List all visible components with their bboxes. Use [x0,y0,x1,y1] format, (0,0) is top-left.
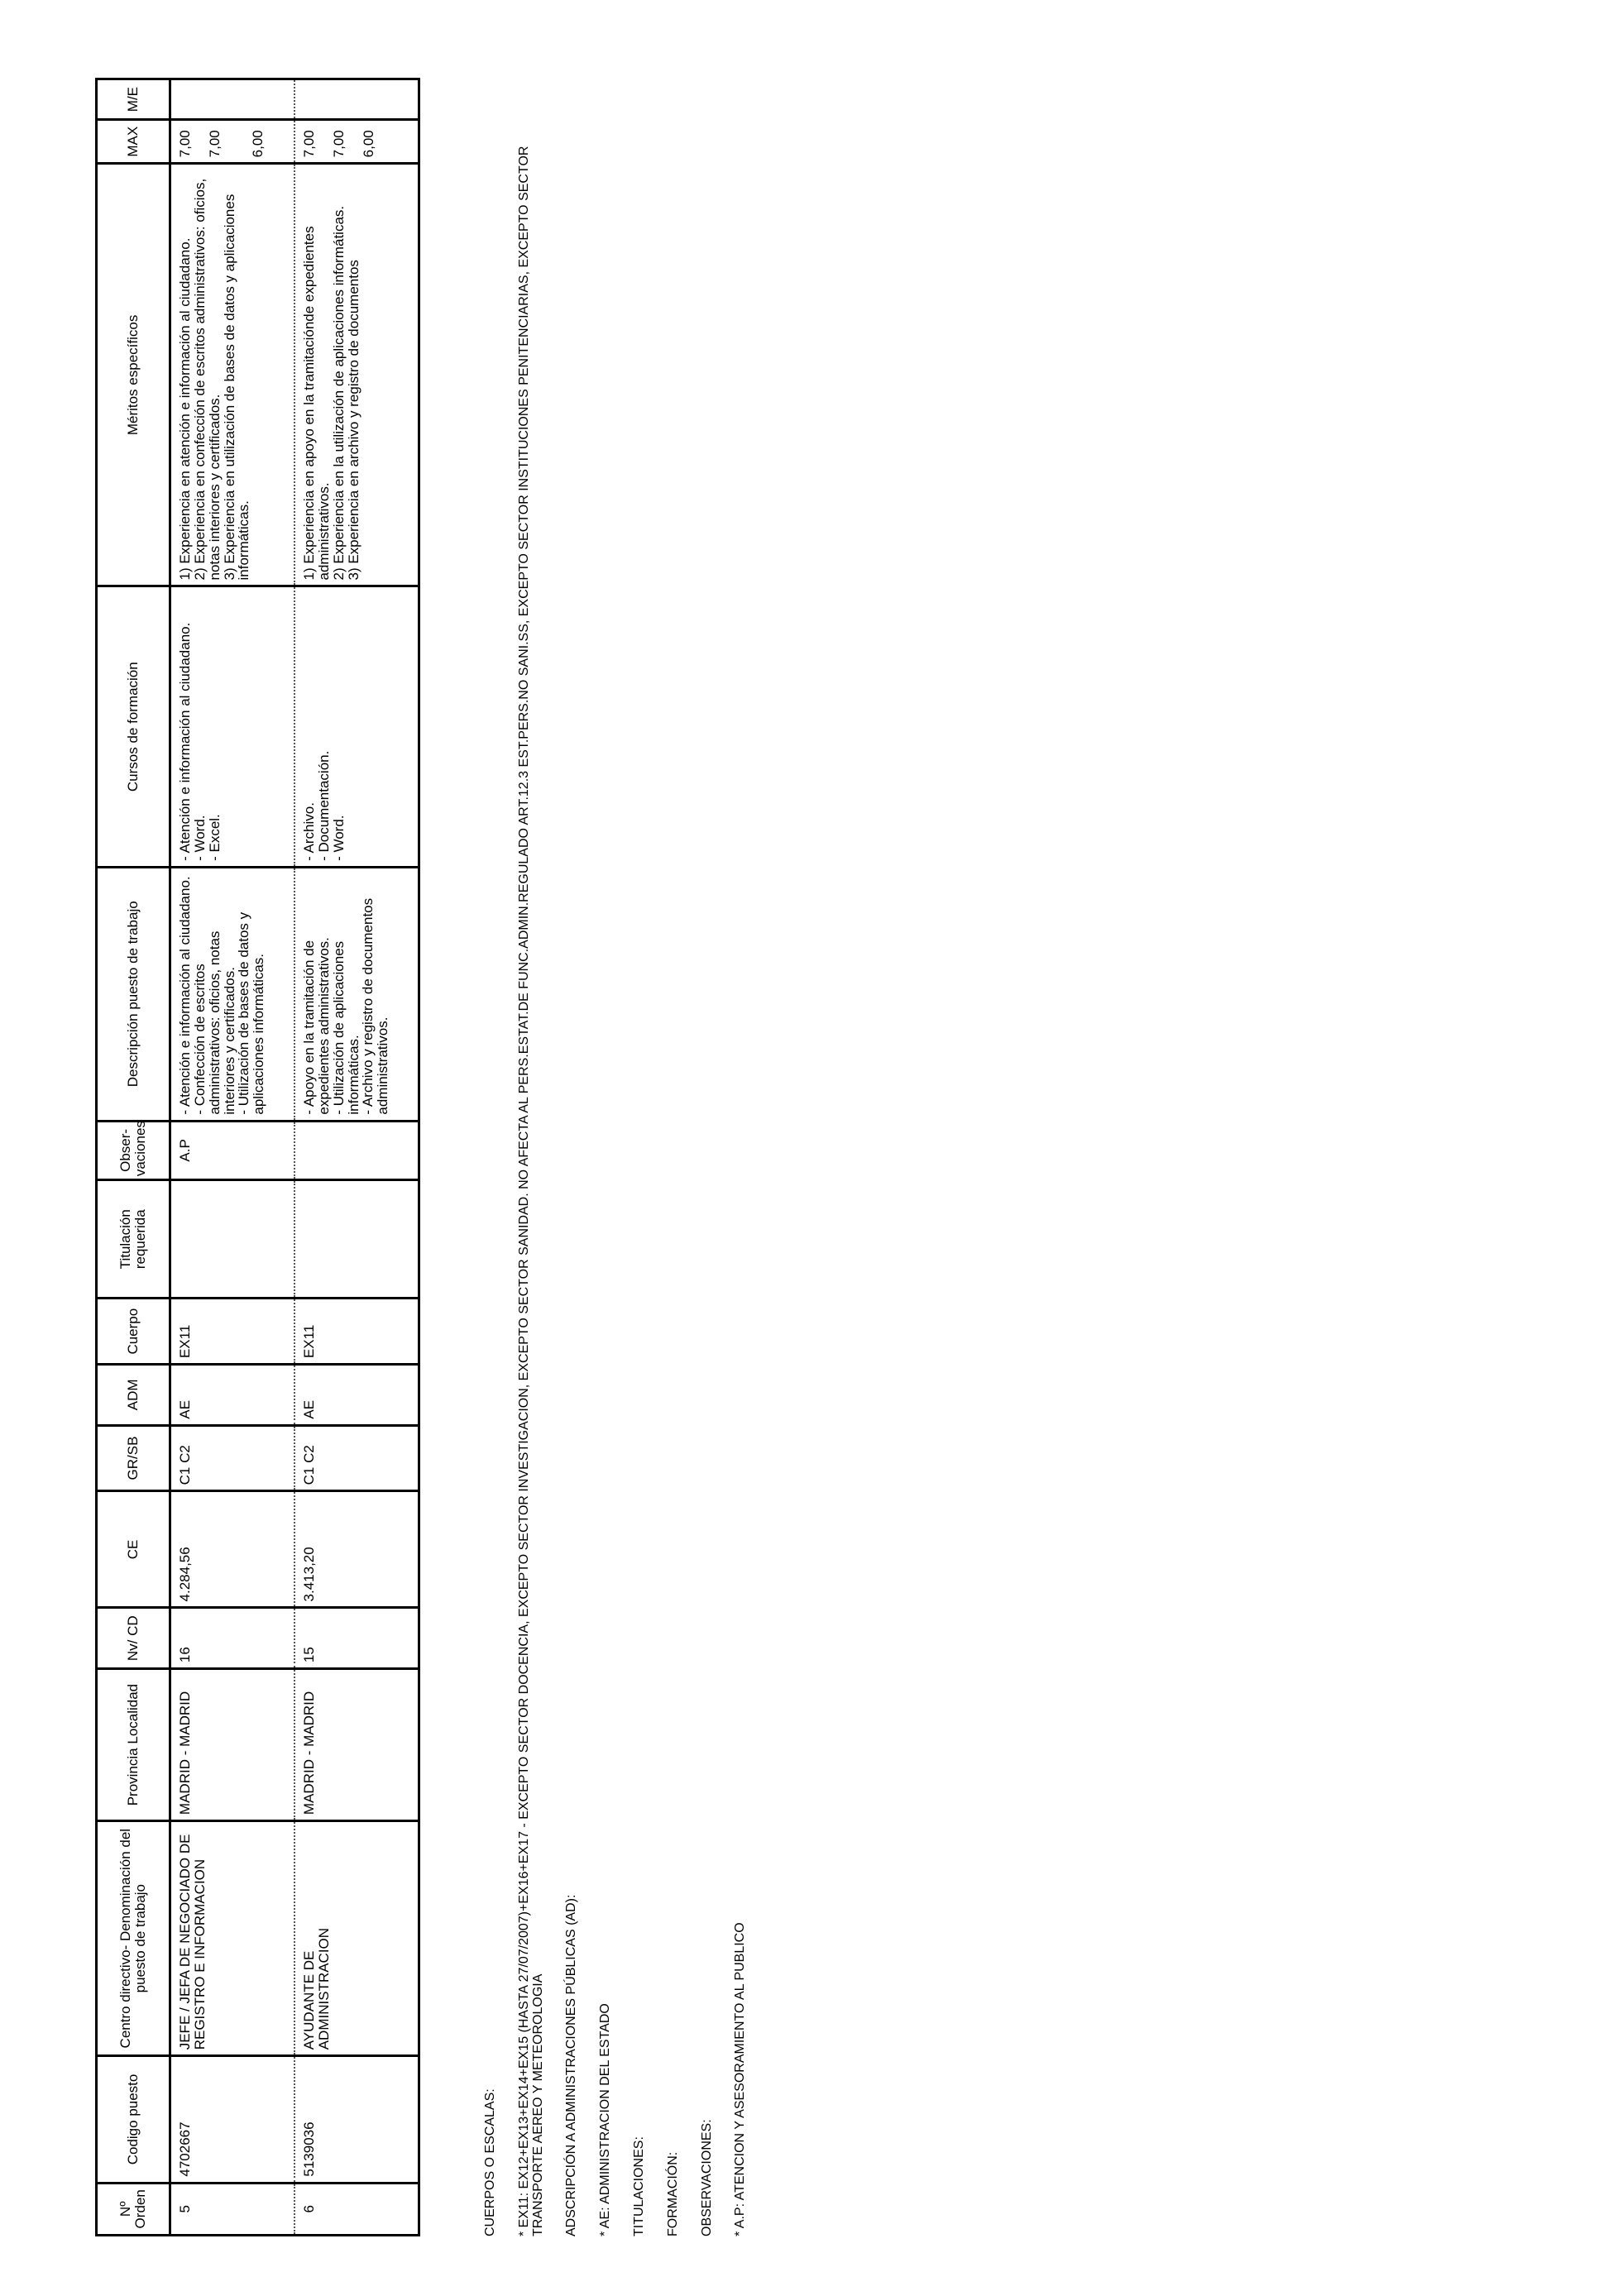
merito-line: 3) Experiencia en utilización de bases de datos y aplicaciones informáticas. [221,189,252,581]
cell-codigo: 4702667 [170,2056,295,2183]
header-meritos: Méritos específicos [97,164,170,586]
max-value: 7,00 [331,130,347,158]
cell-ce: 3.413,20 [294,1491,419,1608]
curso-line: - Atención e información al ciudadano. [177,622,193,861]
descripcion-line: - Utilización de aplicaciones informáticas. [330,937,361,1115]
curso-line: - Word. [191,815,208,861]
cell-centro: JEFE / JEFA DE NEGOCIADO DE REGISTRO E INFORMACION [170,1821,295,2056]
descripcion-line: - Archivo y registro de documentos administrativos. [360,894,391,1115]
observaciones-text: * A.P: ATENCION Y ASESORAMIENTO AL PUBLICO [733,1922,748,2236]
cell-centro: AYUDANTE DE ADMINISTRACION [294,1821,419,2056]
max-value: 7,00 [177,130,193,158]
cell-max [294,120,419,164]
merito-line: 2) Experiencia en confección de escritos administrativos: oficios, notas interiores y certificados. [191,175,223,581]
cell-titulacion [170,1180,295,1299]
cuerpos-title: CUERPOS O ESCALAS: [483,2088,497,2236]
formacion-title: FORMACIÓN: [665,2151,680,2236]
cell-orden: 6 [294,2183,419,2235]
curso-line: - Word. [330,815,347,861]
max-value: 7,00 [301,130,317,158]
positions-table [95,78,420,2236]
curso-line: - Archivo. [301,802,317,861]
header-provincia: Provincia Localidad [97,1669,170,1821]
max-value: 6,00 [361,130,376,158]
observaciones-title: OBSERVACIONES: [699,2119,714,2236]
cell-orden: 5 [170,2183,295,2235]
cell-nivel: 15 [294,1608,419,1669]
descripcion-line: - Apoyo en la tramitación de expedientes administrativos. [301,936,332,1115]
cell-titulacion [294,1180,419,1299]
cell-meritos [294,164,419,586]
cuerpos-text: * EX11: EX12+EX13+EX14+EX15 (HASTA 27/07/2007)+EX16+EX17 - EXCEPTO SECTOR DOCENCIA, EXCEPTO SECTOR INVESTIGACION, EXCEPTO SECTOR SANIDAD. NO AFECTA AL PERS.ESTAT.DE FUNC.ADMIN.REGULADO ART.12.3 EST.PERS.NO SANI.SS, EXCEPTO SECTOR INSTITUCIONES PENITENCIARIAS, EXCEPTO SECTOR TRANSPORTE AEREO Y METEOROLOGIA [516,146,545,2236]
cell-max [170,120,295,164]
adscripcion-title: ADSCRIPCIÓN A ADMINISTRACIONES PÚBLICAS (AD): [564,1894,579,2236]
cell-provincia: MADRID - MADRID [170,1669,295,1821]
footer-notes [484,69,768,2236]
descripcion-line: - Confección de escritos administrativos: oficios, notas interiores y certificados. [191,926,237,1115]
titulaciones-title: TITULACIONES: [631,2136,646,2236]
cell-provincia: MADRID - MADRID [294,1669,419,1821]
header-cuerpo: Cuerpo [97,1299,170,1365]
header-orden: Nº Orden [97,2183,170,2235]
curso-line: - Excel. [206,814,223,861]
cell-adm: AE [170,1365,295,1426]
max-value: 7,00 [207,130,223,158]
max-value: 6,00 [250,130,266,158]
header-me: M/E [97,79,170,120]
cell-grupo: C1 C2 [170,1425,295,1491]
cell-cuerpo: EX11 [294,1299,419,1365]
header-centro: Centro directivo- Denominación del puesto de trabajo [97,1821,170,2056]
header-ce: CE [97,1491,170,1608]
table-row [294,79,419,2236]
cell-observaciones [294,1121,419,1180]
descripcion-line: - Atención e información al ciudadano. [177,876,193,1115]
cell-nivel: 16 [170,1608,295,1669]
cell-ce: 4.284,56 [170,1491,295,1608]
merito-line: 3) Experiencia en archivo y registro de documentos [345,260,361,581]
curso-line: - Documentación. [315,750,332,861]
adscripcion-text: * AE: ADMINISTRACION DEL ESTADO [598,2003,613,2236]
header-titulacion: Titulación requerida [97,1180,170,1299]
merito-line: 2) Experiencia en la utilización de aplicaciones informáticas. [330,205,347,581]
header-descripcion: Descripción puesto de trabajo [97,867,170,1121]
header-adm: ADM [97,1365,170,1426]
cell-grupo: C1 C2 [294,1425,419,1491]
cell-me [294,79,419,120]
table-header-row [97,79,170,2236]
cell-observaciones: A.P [170,1121,295,1180]
cell-cursos [170,586,295,867]
cell-descripcion [170,867,295,1121]
header-observaciones: Obser- vaciones [97,1121,170,1180]
cell-adm: AE [294,1365,419,1426]
cell-meritos [170,164,295,586]
table-row [170,79,295,2236]
cell-cursos [294,586,419,867]
header-codigo: Codigo puesto [97,2056,170,2183]
cell-codigo: 5139036 [294,2056,419,2183]
cell-cuerpo: EX11 [170,1299,295,1365]
header-grupo: GR/SB [97,1425,170,1491]
merito-line: 1) Experiencia en atención e información al ciudadano. [177,237,193,581]
header-cursos: Cursos de formación [97,586,170,867]
cell-descripcion [294,867,419,1121]
header-max: MAX [97,120,170,164]
descripcion-line: - Utilización de bases de datos y aplicaciones informáticas. [236,908,267,1115]
cell-me [170,79,295,120]
header-nivel: Nv/ CD [97,1608,170,1669]
merito-line: 1) Experiencia en apoyo en la tramitaciónde expedientes administrativos. [301,222,332,581]
